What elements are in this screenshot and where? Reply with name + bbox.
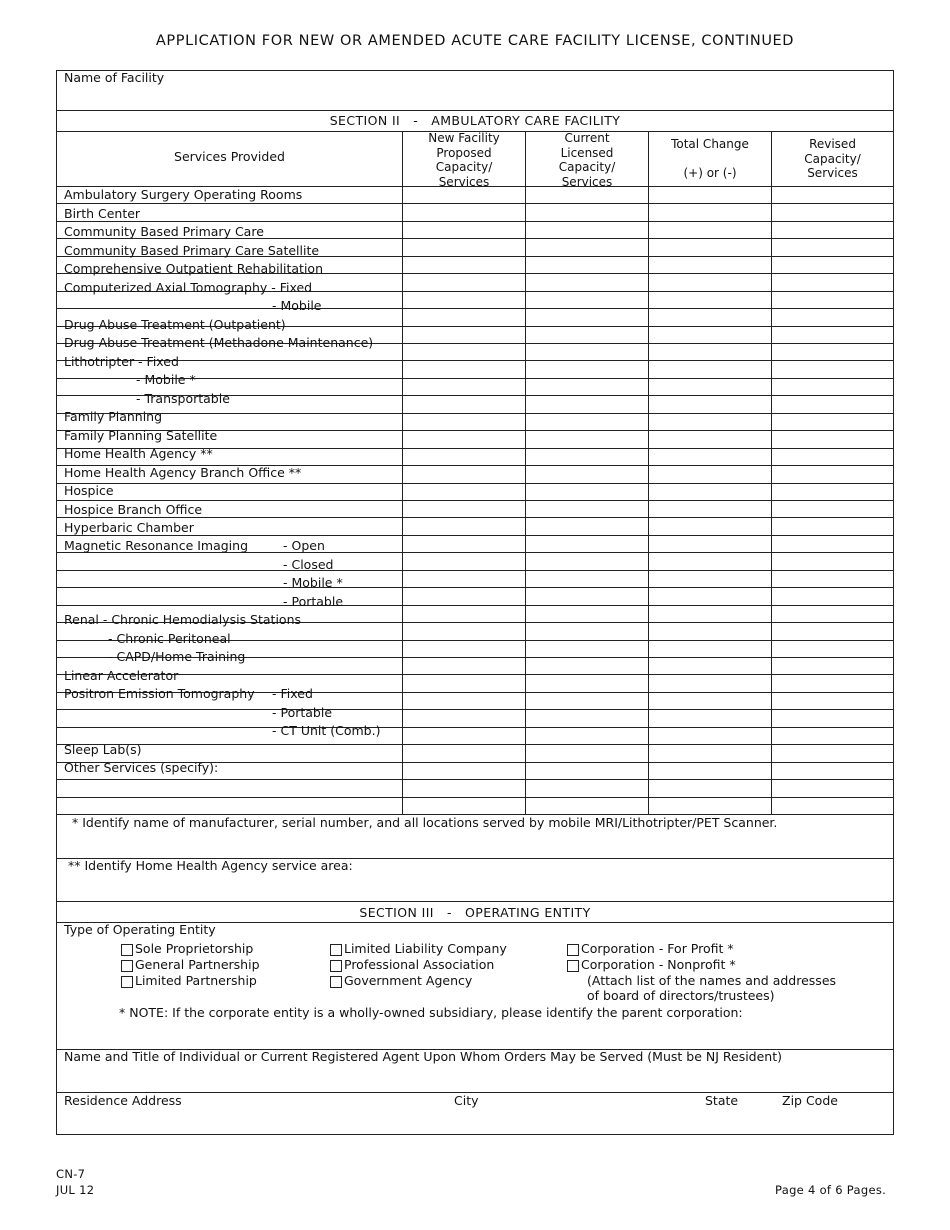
option-label: Limited Partnership <box>135 973 257 988</box>
col-current-header <box>526 131 648 189</box>
col-new-line: New Facility <box>428 131 500 145</box>
col-rev-line: Capacity/ <box>804 151 861 166</box>
grid-line <box>56 500 894 501</box>
grid-line <box>56 744 894 745</box>
page-title: APPLICATION FOR NEW OR AMENDED ACUTE CARE FACILITY LICENSE, CONTINUED <box>155 33 795 49</box>
llc-checkbox[interactable] <box>330 944 342 956</box>
grid-line <box>648 131 649 814</box>
type-of-entity-label: Type of Operating Entity <box>64 922 216 937</box>
row-label: Home Health Agency ** <box>64 446 213 461</box>
sole-proprietorship-checkbox[interactable] <box>121 944 133 956</box>
option-label: Government Agency <box>344 973 473 988</box>
services-provided-header: Services Provided <box>174 149 285 164</box>
row-label: Hyperbaric Chamber <box>64 520 194 535</box>
grid-line <box>56 517 894 518</box>
row-label: Renal - Chronic Hemodialysis Stations <box>64 612 302 627</box>
grid-line <box>56 360 894 361</box>
row-label: Family Planning Satellite <box>64 428 218 443</box>
section2-heading: SECTION II - AMBULATORY CARE FACILITY <box>329 113 621 128</box>
col-rev-line: Revised <box>809 137 856 151</box>
attach-note: of board of directors/trustees) <box>587 988 775 1003</box>
row-label: - Portable <box>283 594 344 609</box>
row-label: Community Based Primary Care Satellite <box>64 243 320 258</box>
row-label: Ambulatory Surgery Operating Rooms <box>64 187 303 202</box>
row-label: - Transportable <box>136 391 230 406</box>
row-label: Birth Center <box>64 206 141 221</box>
row-label: - Fixed <box>272 686 313 701</box>
row-label: - Chronic Peritoneal <box>108 631 231 646</box>
parent-corp-note: * NOTE: If the corporate entity is a wholly-owned subsidiary, please identify the parent corporation: <box>119 1005 743 1020</box>
row-label: Computerized Axial Tomography - Fixed <box>64 280 313 295</box>
grid-line <box>56 779 894 780</box>
general-partnership-checkbox[interactable] <box>121 960 133 972</box>
row-label: - CT Unit (Comb.) <box>272 723 381 738</box>
row-label: Other Services (specify): <box>64 760 219 775</box>
row-label: - Closed <box>283 557 334 572</box>
row-label: - Mobile * <box>136 372 196 387</box>
row-label: Comprehensive Outpatient Rehabilitation <box>64 261 323 276</box>
col-cur-line: Licensed <box>560 145 614 160</box>
row-label: Family Planning <box>64 409 163 424</box>
city-label: City <box>454 1093 479 1108</box>
grid-line <box>56 797 894 798</box>
grid-line <box>56 605 894 606</box>
divider <box>56 110 894 111</box>
note-mobile: * Identify name of manufacturer, serial number, and all locations served by mobile MRI/Lithotripter/PET Scanner. <box>72 815 778 830</box>
form-id: CN-7 <box>56 1167 86 1181</box>
row-label: Sleep Lab(s) <box>64 742 142 757</box>
grid-line <box>56 570 894 571</box>
limited-partnership-checkbox[interactable] <box>121 976 133 988</box>
corp-for-profit-checkbox[interactable] <box>567 944 579 956</box>
row-label: Magnetic Resonance Imaging <box>64 538 249 553</box>
form-date: JUL 12 <box>56 1183 95 1197</box>
row-label: Drug Abuse Treatment (Methadone Maintenance) <box>64 335 374 350</box>
name-of-facility-label: Name of Facility <box>64 70 165 85</box>
col-new-line: Capacity/ <box>435 160 493 174</box>
residence-address-label: Residence Address <box>64 1093 182 1108</box>
attach-note: (Attach list of the names and addresses <box>587 973 837 988</box>
grid-line <box>56 221 894 222</box>
registered-agent-label: Name and Title of Individual or Current Registered Agent Upon Whom Orders May be Served (Must be NJ Resident) <box>64 1049 783 1064</box>
grid-line <box>525 131 526 814</box>
row-label: - Open <box>283 538 325 553</box>
zip-code-label: Zip Code <box>782 1093 838 1108</box>
option-label: Corporation - Nonprofit * <box>581 957 736 972</box>
col-cur-line: Capacity/ <box>558 160 616 174</box>
col-change-line: (+) or (-) <box>683 165 737 180</box>
section3-heading: SECTION III - OPERATING ENTITY <box>359 905 591 920</box>
row-label: Linear Accelerator <box>64 668 179 683</box>
note-hha: ** Identify Home Health Agency service area: <box>68 858 353 873</box>
row-label: - Mobile * <box>283 575 343 590</box>
grid-line <box>56 483 894 484</box>
row-label: Drug Abuse Treatment (Outpatient) <box>64 317 286 332</box>
option-label: Sole Proprietorship <box>135 941 254 956</box>
row-label: Hospice Branch Office <box>64 502 203 517</box>
col-cur-line: Services <box>561 174 613 189</box>
grid-line <box>56 308 894 309</box>
col-new-line: Proposed <box>436 145 492 160</box>
grid-line <box>56 413 894 414</box>
col-revised-header <box>772 137 893 181</box>
option-label: Limited Liability Company <box>344 941 507 956</box>
col-cur-line: Current <box>564 131 610 145</box>
grid-line <box>56 203 894 204</box>
col-change-line: Total Change <box>671 137 749 151</box>
col-total-change-header <box>649 137 771 180</box>
col-new-facility-header <box>403 131 525 189</box>
grid-line <box>56 587 894 588</box>
grid-line <box>56 709 894 710</box>
state-label: State <box>705 1093 739 1108</box>
option-label: Corporation - For Profit * <box>581 941 734 956</box>
row-label: Hospice <box>64 483 114 498</box>
row-label: - CAPD/Home Training <box>108 649 246 664</box>
grid-line <box>402 131 403 814</box>
page-number: Page 4 of 6 Pages. <box>775 1183 887 1197</box>
corp-nonprofit-checkbox[interactable] <box>567 960 579 972</box>
row-label: Lithotripter - Fixed <box>64 354 179 369</box>
row-label: - Mobile <box>272 298 322 313</box>
option-label: General Partnership <box>135 957 260 972</box>
col-new-line: Services <box>438 174 490 189</box>
government-agency-checkbox[interactable] <box>330 976 342 988</box>
row-label: Community Based Primary Care <box>64 224 264 239</box>
row-label: - Portable <box>272 705 333 720</box>
row-label: Home Health Agency Branch Office ** <box>64 465 302 480</box>
grid-line <box>56 727 894 728</box>
col-rev-line: Services <box>807 166 858 180</box>
row-label: Positron Emission Tomography <box>64 686 255 701</box>
professional-association-checkbox[interactable] <box>330 960 342 972</box>
option-label: Professional Association <box>344 957 495 972</box>
grid-line <box>771 131 772 814</box>
grid-line <box>56 535 894 536</box>
grid-line <box>56 674 894 675</box>
divider <box>56 901 894 902</box>
